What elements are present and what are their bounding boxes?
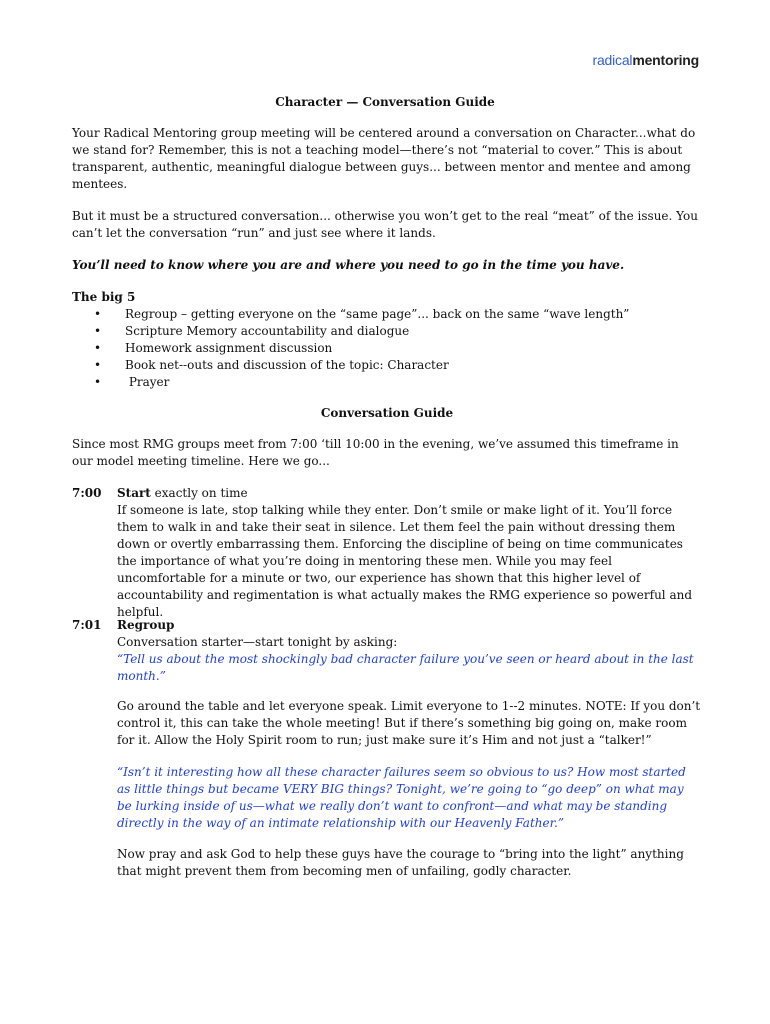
regroup-section [117,617,702,685]
timeframe-paragraph: Since most RMG groups meet from 7:00 ‘till 10:00 in the evening, we’ve assumed this timeframe in our model meeting timeline. Here we go... [72,437,679,468]
regroup-starter: Conversation starter—start tonight by asking: [117,635,398,649]
bullet-icon: • [94,358,102,372]
list-item: • Homework assignment discussion [94,341,333,355]
regroup-quote-1: “Tell us about the most shockingly bad character failure you’ve seen or heard about in the last month.” [117,652,694,683]
regroup-paragraph-2: Now pray and ask God to help these guys have the courage to “bring into the light” anything that might prevent them from becoming men of unfailing, godly character. [117,847,684,878]
structured-paragraph: But it must be a structured conversation... otherwise you won’t get to the real “meat” of the issue. You can’t let the conversation “run” and just see where it lands. [72,209,698,240]
time-label-regroup: 7:01 [72,618,102,632]
big-five-section [72,289,702,391]
logo-part-mentoring: mentoring [632,52,699,68]
start-body: If someone is late, stop talking while they enter. Don’t smile or make light of it. You’ll force them to walk in and take their seat in silence. Let them feel the pain without dressing them down or overtly embarrassing them. Enforcing the discipline of being on time communicates the importance of what you’re doing in mentoring these men. While you may feel uncomfortable for a minute or two, our experience has shown that this higher level of accountability and regimentation is what actually makes the RMG experience so powerful and helpful. [117,503,693,619]
bullet-icon: • [94,375,102,389]
big-five-list [72,306,702,391]
conversation-guide-heading: Conversation Guide [320,406,454,420]
list-item: • Regroup – getting everyone on the “same page”... back on the same “wave length” [94,307,630,321]
start-title-suffix: exactly on time [150,486,248,500]
time-label-start: 7:00 [72,486,102,500]
bullet-icon: • [94,307,102,321]
list-item: • Scripture Memory accountability and dialogue [94,324,410,338]
start-heading [117,485,702,502]
big-five-heading: The big 5 [72,290,136,304]
logo-part-radical: radical [592,52,633,68]
bullet-icon: • [94,324,102,338]
list-item: • Book net--outs and discussion of the topic: Character [94,358,449,372]
regroup-title: Regroup [117,618,175,632]
intro-paragraph: Your Radical Mentoring group meeting will be centered around a conversation on Character...what do we stand for? Remember, this is not a teaching model—there’s not “material to cover.” This is about transparent, authentic, meaningful dialogue between guys... between mentor and mentee and among mentees. [72,126,696,191]
radical-mentoring-logo [593,52,700,69]
start-section [117,485,702,621]
page-title: Character — Conversation Guide [275,95,495,109]
list-item: • Prayer [94,375,170,389]
emphasis-line: You’ll need to know where you are and where you need to go in the time you have. [72,258,625,272]
start-title: Start [117,486,151,500]
bullet-icon: • [94,341,102,355]
regroup-paragraph-1: Go around the table and let everyone speak. Limit everyone to 1--2 minutes. NOTE: If you don’t control it, this can take the whole meeting! But if there’s something big going on, make room for it. Allow the Holy Spirit room to run; just make sure it’s Him and not just a “talker!” [117,699,701,747]
regroup-quote-2: “Isn’t it interesting how all these character failures seem so obvious to us? How most started as little things but became VERY BIG things? Tonight, we’re going to “go deep” on what may be lurking inside of us—what we really don’t want to confront—and what may be standing directly in the way of an intimate relationship with our Heavenly Father.” [117,765,686,830]
